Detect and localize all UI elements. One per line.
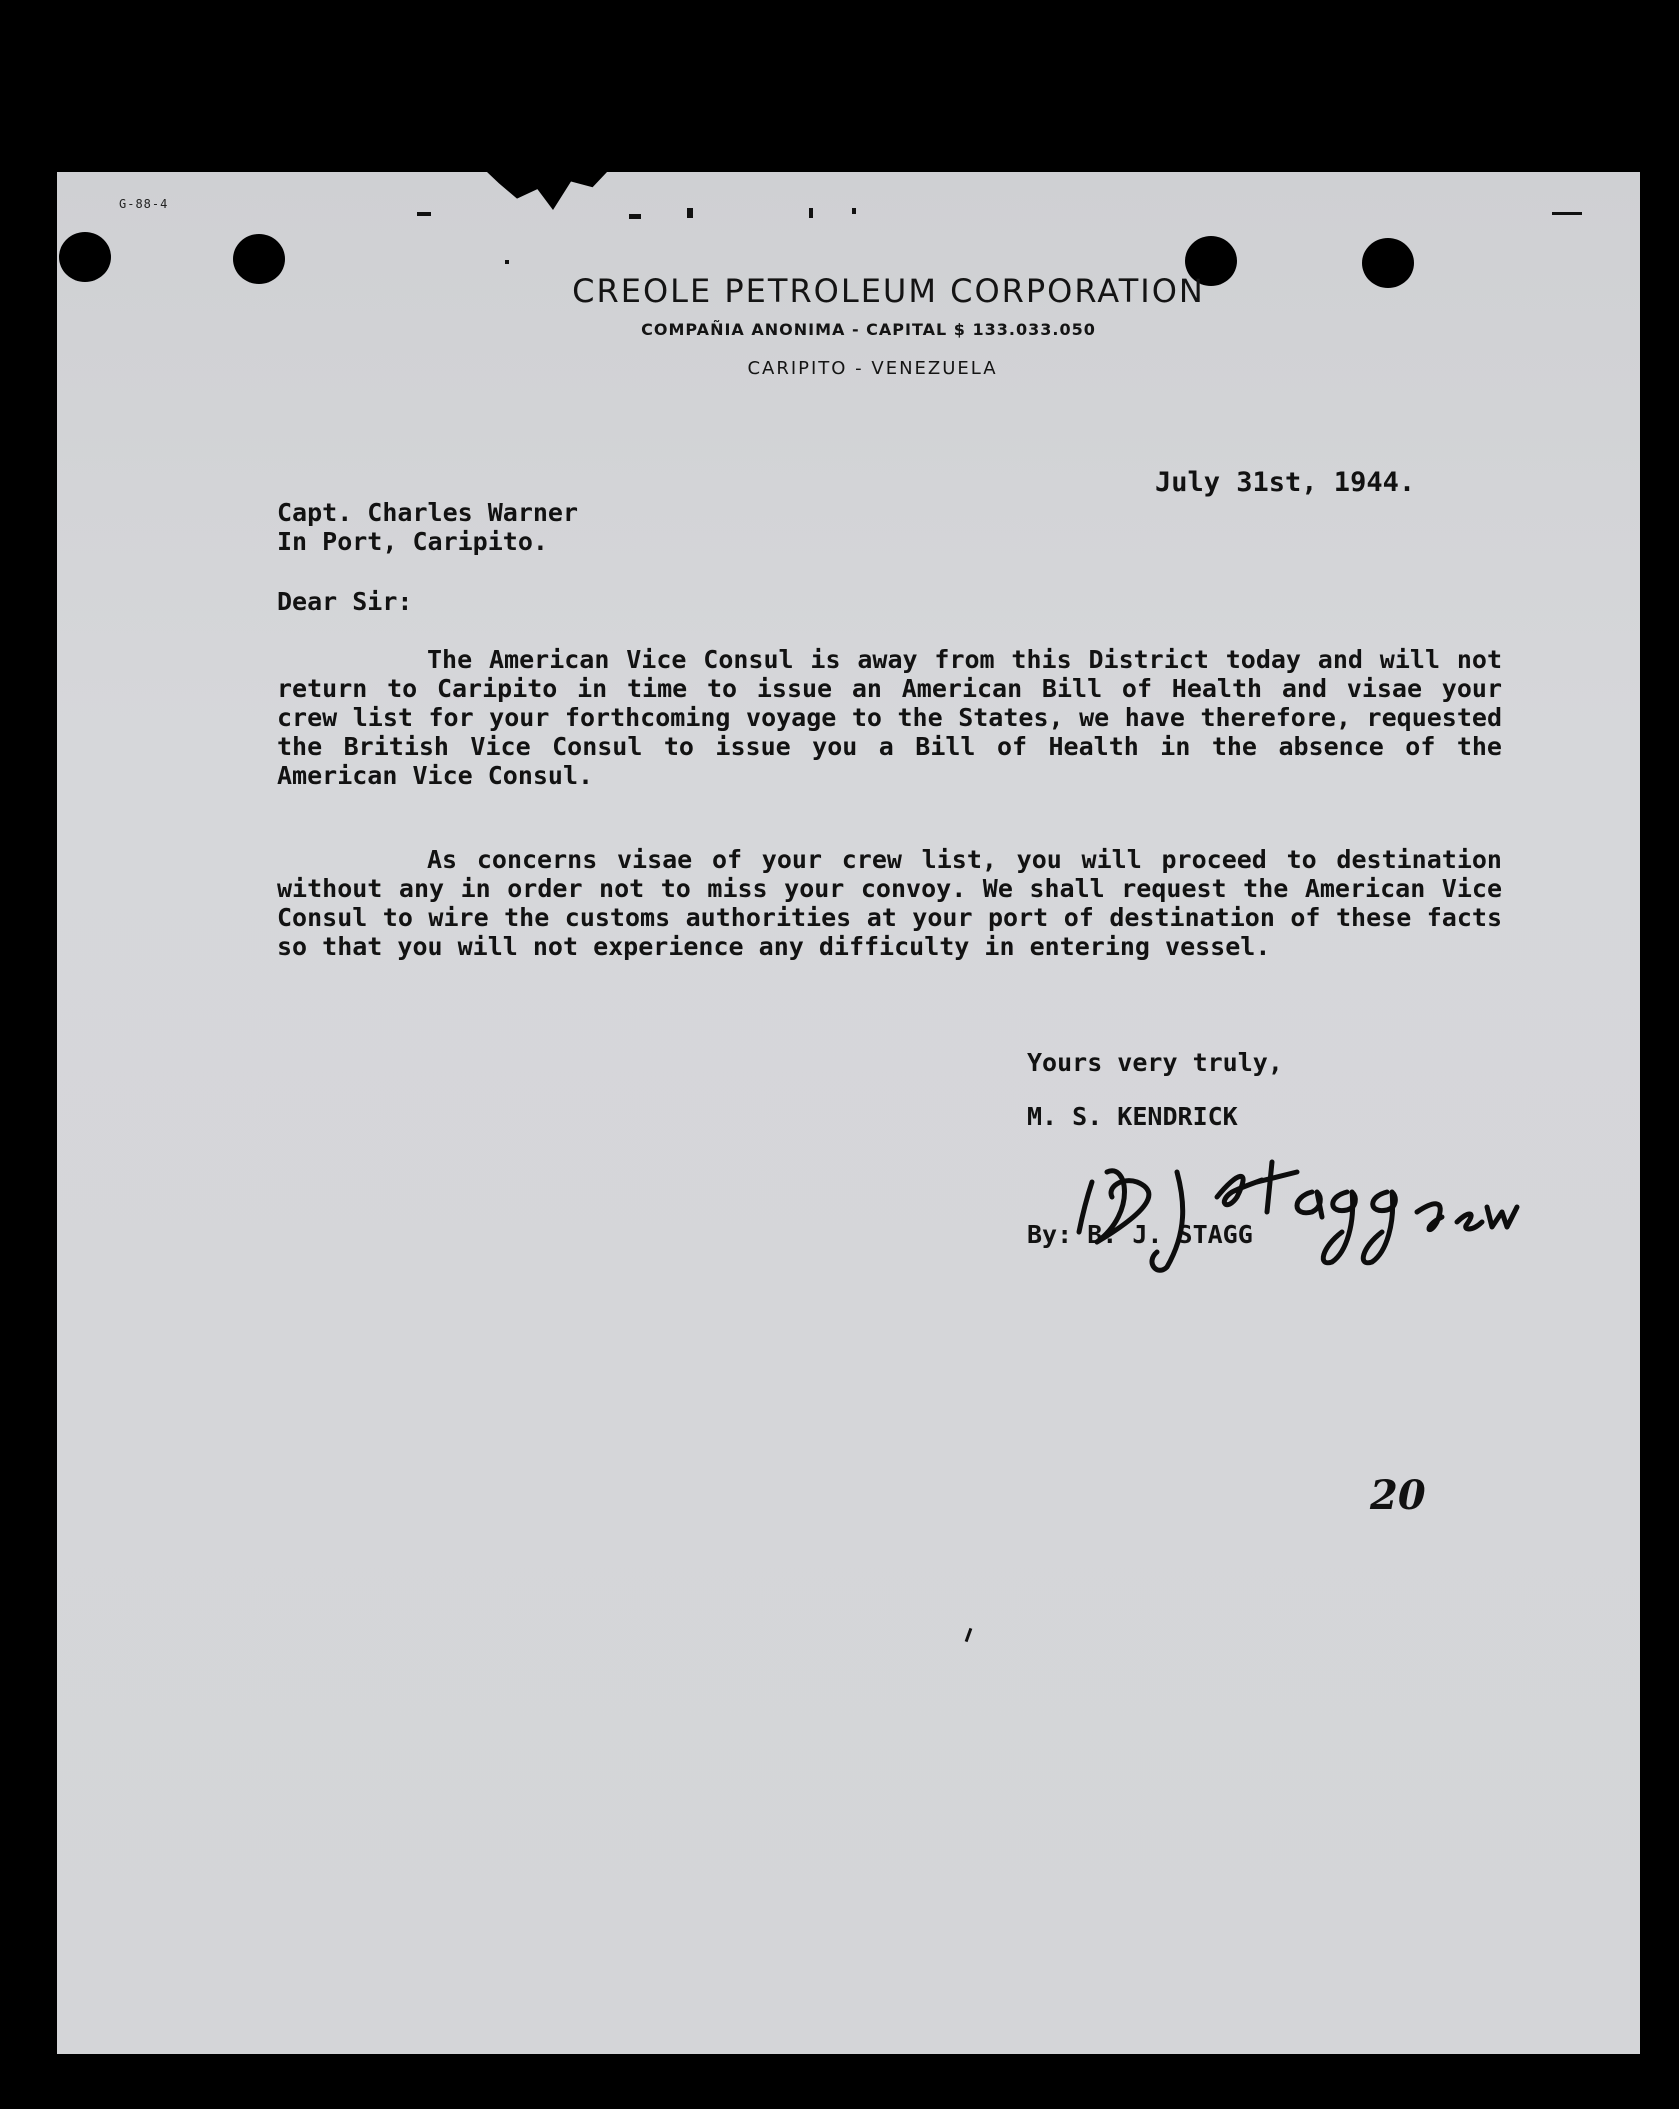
closing: Yours very truly, — [1027, 1048, 1283, 1077]
salutation: Dear Sir: — [277, 587, 413, 616]
letterhead-capital: COMPAÑIA ANONIMA - CAPITAL $ 133.033.050 — [641, 320, 1096, 339]
body-paragraph: The American Vice Consul is away from this District today and will not return to Caripito in time to issue an American Bill of Health and visae your crew list for your forthcoming voyage to the States, we have therefore, requested the British Vice Consul to issue you a Bill of Health in the absence of the American Vice Consul. — [277, 645, 1502, 790]
handwritten-signature — [1067, 1152, 1587, 1282]
letter-date: July 31st, 1944. — [1155, 467, 1416, 498]
ink-speck — [965, 1628, 973, 1642]
letter-page — [57, 172, 1640, 2054]
by-line: By: B. J. STAGG — [1027, 1220, 1253, 1249]
torn-edge — [487, 172, 607, 210]
recipient-location: In Port, Caripito. — [277, 527, 548, 556]
recipient-name: Capt. Charles Warner — [277, 498, 579, 527]
body-paragraph: As concerns visae of your crew list, you will proceed to destination without any in order not to miss your convoy. We shall request the American Vice Consul to wire the customs authorities at your port of destination of these facts so that you will not experience any difficulty in entering vessel. — [277, 845, 1502, 961]
ink-speck — [687, 208, 693, 218]
signer-name: M. S. KENDRICK — [1027, 1102, 1238, 1131]
ink-speck — [809, 208, 813, 218]
ink-speck — [1552, 212, 1582, 215]
form-code: G-88-4 — [119, 197, 169, 211]
ink-speck — [505, 260, 509, 264]
letterhead-company: CREOLE PETROLEUM CORPORATION — [572, 272, 1205, 310]
letterhead-city: CARIPITO - VENEZUELA — [747, 358, 998, 379]
ink-speck — [417, 212, 431, 216]
ink-speck — [629, 214, 641, 219]
page-number: 20 — [1370, 1472, 1426, 1519]
ink-speck — [852, 208, 856, 214]
